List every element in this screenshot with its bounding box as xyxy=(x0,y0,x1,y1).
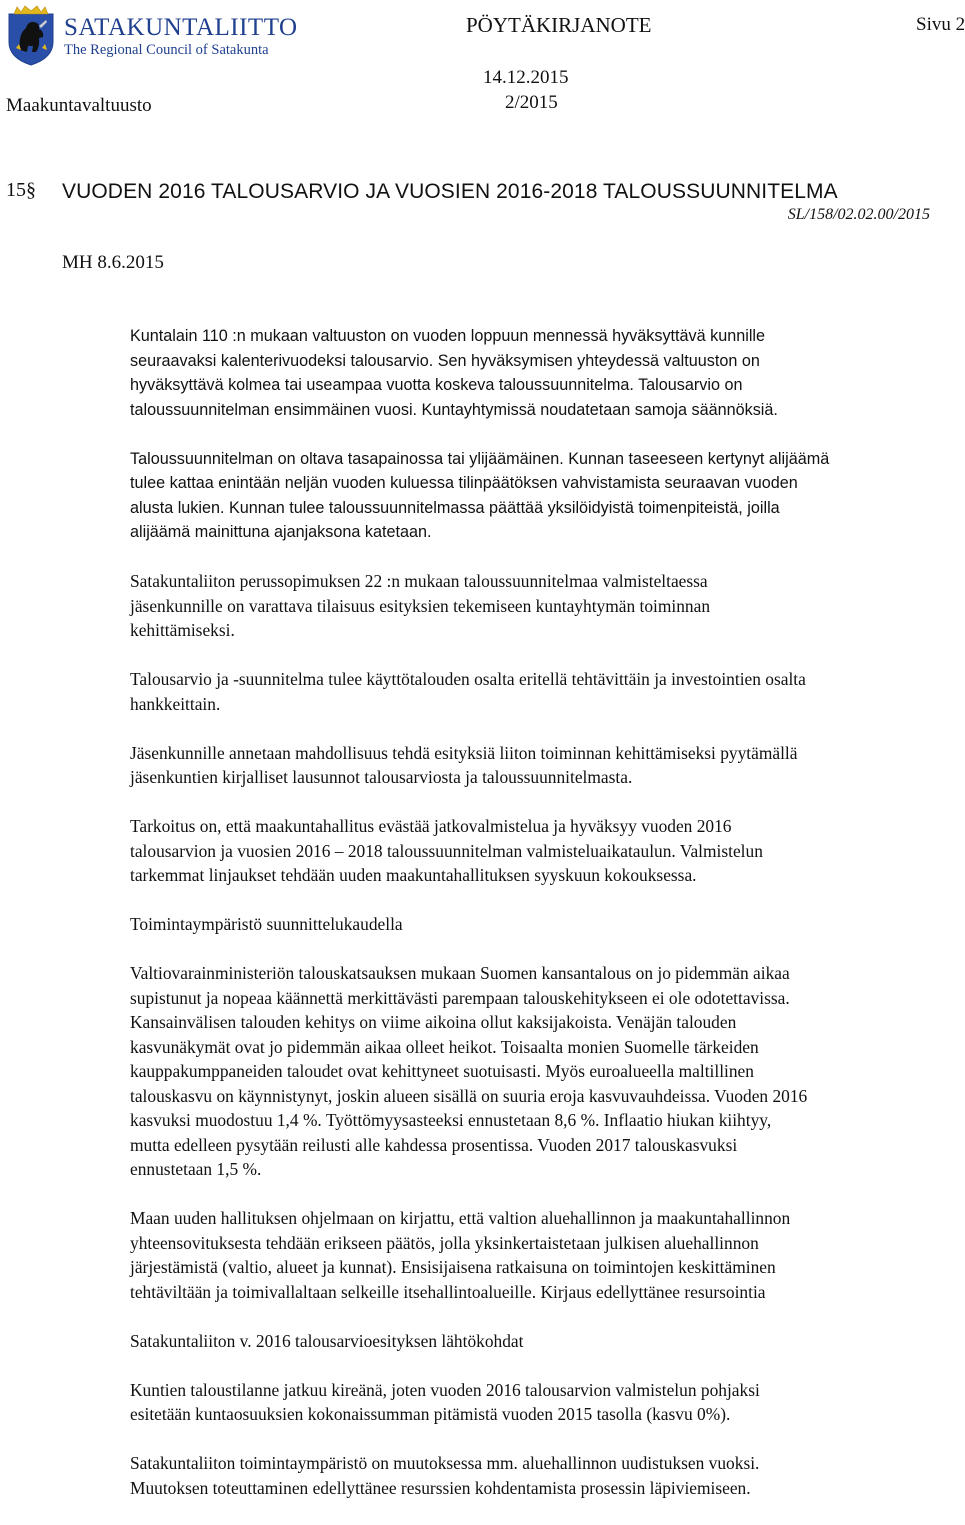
diary-number: SL/158/02.02.00/2015 xyxy=(787,206,930,223)
paragraph-line: taloussuunnitelman ensimmäinen vuosi. Kuntayhtymissä noudatetaan samoja säännöksiä. xyxy=(130,400,778,419)
paragraph-line: Taloussuunnitelman on oltava tasapainossa tai ylijäämäinen. Kunnan taseeseen kertynyt alijäämä xyxy=(130,449,830,468)
paragraph-line: alusta lukien. Kunnan tulee taloussuunnitelmassa päättää yksilöidyistä toimenpiteistä, joilla xyxy=(130,498,780,517)
paragraph-line: kasvunäkymät ovat jo pidemmän aikaa olleet heikot. Toisaalta monien Suomelle tärkeiden xyxy=(130,1036,759,1057)
paragraph xyxy=(130,324,956,422)
paragraph-line: Talousarvio ja -suunnitelma tulee käyttötalouden osalta eritellä tehtävittäin ja investointien osalta xyxy=(130,669,806,689)
section-number: 15§ xyxy=(6,179,36,201)
paragraph-line: Satakuntaliiton perussopimuksen 22 :n mukaan taloussuunnitelmaa valmisteltaessa xyxy=(130,571,708,591)
document-body xyxy=(130,324,956,1525)
paragraph xyxy=(130,569,956,643)
document-date: 14.12.2015 xyxy=(483,67,569,88)
paragraph xyxy=(130,912,956,937)
paragraph-line: hyväksyttävä kolmea tai useampaa vuotta koskeva taloussuunnitelma. Talousarvio on xyxy=(130,376,743,394)
paragraph-line: järjestämistä (valtio, alueet ja kunnat). Ensisijaisena ratkaisuna on toimintojen keskittäminen xyxy=(130,1257,776,1277)
page-number: Sivu 2 xyxy=(916,14,965,35)
paragraph-line: seuraavaksi kalenterivuodeksi talousarvio. Sen hyväksymisen yhteydessä valtuuston on xyxy=(130,351,760,370)
paragraph-line: Jäsenkunnille annetaan mahdollisuus tehdä esityksiä liiton toiminnan kehittämiseksi pyytämällä xyxy=(130,742,798,763)
paragraph-line: hankkeittain. xyxy=(130,693,221,714)
paragraph-line: kauppakumppaneiden taloudet ovat kehittyneet suotuisasti. Myös euroalueella maltillinen xyxy=(130,1061,754,1081)
paragraph-line: kasvuksi muodostuu 1,4 %. Työttömyysasteeksi ennustetaan 8,6 %. Inflaatio hiukan kiihtyy, xyxy=(130,1110,772,1130)
paragraph xyxy=(130,1329,956,1354)
org-subtitle: The Regional Council of Satakunta xyxy=(64,42,269,58)
paragraph-line: alijäämä mainittuna ajanjaksona katetaan. xyxy=(130,523,432,541)
paragraph-line: Kuntalain 110 :n mukaan valtuuston on vuoden loppuun mennessä hyväksyttävä kunnille xyxy=(130,327,766,345)
paragraph-line: Satakuntaliiton toimintaympäristö on muutoksessa mm. aluehallinnon uudistuksen vuoksi. xyxy=(130,1453,760,1473)
paragraph-line: tehtäviltään ja toimivallaltaan selkeille itsehallintoalueille. Kirjaus edellyttänee resursointia xyxy=(130,1281,766,1302)
paragraph xyxy=(130,1451,956,1500)
paragraph-line: tulee kattaa enintään neljän vuoden kuluessa tilinpäätöksen vahvistamista seuraavan vuoden xyxy=(130,474,798,492)
governing-body: Maakuntavaltuusto xyxy=(6,95,152,116)
paragraph-line: esitetään kuntaosuuksien kokonaissumman pitämistä vuoden 2015 tasolla (kasvu 0%). xyxy=(130,1404,731,1424)
document-type: PÖYTÄKIRJANOTE xyxy=(466,13,652,37)
paragraph xyxy=(130,961,956,1182)
paragraph-line: Satakuntaliiton v. 2016 talousarvioesityksen lähtökohdat xyxy=(130,1330,524,1351)
org-name: SATAKUNTALIITTO xyxy=(64,14,298,41)
paragraph-line: talouskasvu on käynnistynyt, joskin alueen sisällä on suuria eroja kasvuvauhdeissa. Vuoden 2016 xyxy=(130,1085,808,1106)
paragraph xyxy=(130,814,956,888)
paragraph-line: Valtiovarainministeriön talouskatsauksen mukaan Suomen kansantalous on jo pidemmän aikaa xyxy=(130,963,790,983)
paragraph xyxy=(130,667,956,716)
previous-handling: MH 8.6.2015 xyxy=(62,252,164,273)
paragraph xyxy=(130,741,956,790)
paragraph-line: supistunut ja nopeaa käännettä merkittävästi parempaan talouskehitykseen ei ole odotettavissa. xyxy=(130,987,790,1008)
paragraph-line: tarkemmat linjaukset tehdään uuden maakuntahallituksen syyskuun kokouksessa. xyxy=(130,865,697,885)
satakunta-coat-of-arms-icon xyxy=(6,4,56,66)
paragraph xyxy=(130,1378,956,1427)
paragraph-line: Kansainvälisen talouden kehitys on viime aikoina ollut kaksijakoista. Venäjän talouden xyxy=(130,1012,737,1032)
paragraph-line: jäsenkunnille on varattava tilaisuus esityksien tekemiseen kuntayhtymän toiminnan xyxy=(130,595,711,616)
paragraph-line: mutta edelleen pysytään reilusti alle kahdessa prosentissa. Vuoden 2017 talouskasvuksi xyxy=(130,1134,738,1155)
paragraph xyxy=(130,1206,956,1304)
paragraph xyxy=(130,447,956,545)
paragraph-line: jäsenkuntien kirjalliset lausunnot talousarviosta ja taloussuunnitelmasta. xyxy=(130,767,633,787)
paragraph-line: Muutoksen toteuttaminen edellyttänee resurssien kohdentamista prosessin läpiviemiseen. xyxy=(130,1477,751,1498)
document-number: 2/2015 xyxy=(505,92,558,113)
paragraph-line: Tarkoitus on, että maakuntahallitus evästää jatkovalmistelua ja hyväksyy vuoden 2016 xyxy=(130,816,732,836)
paragraph-line: talousarvion ja vuosien 2016 – 2018 taloussuunnitelman valmisteluaikataulun. Valmistelun xyxy=(130,840,763,861)
section-number-value: 15 xyxy=(6,179,26,201)
paragraph-line: Maan uuden hallituksen ohjelmaan on kirjattu, että valtion aluehallinnon ja maakuntahallinnon xyxy=(130,1208,791,1228)
section-title: VUODEN 2016 TALOUSARVIO JA VUOSIEN 2016-2018 TALOUSSUUNNITELMA xyxy=(62,180,838,203)
paragraph-line: yhteensovituksesta tehdään erikseen päätös, jolla yksinkertaistetaan julkisen aluehallinnon xyxy=(130,1232,759,1253)
paragraph-line: Toimintaympäristö suunnittelukaudella xyxy=(130,914,403,934)
paragraph-line: Kuntien taloustilanne jatkuu kireänä, joten vuoden 2016 talousarvion valmistelun pohjaksi xyxy=(130,1379,760,1400)
paragraph-line: kehittämiseksi. xyxy=(130,620,235,640)
paragraph-line: ennustetaan 1,5 %. xyxy=(130,1159,262,1179)
